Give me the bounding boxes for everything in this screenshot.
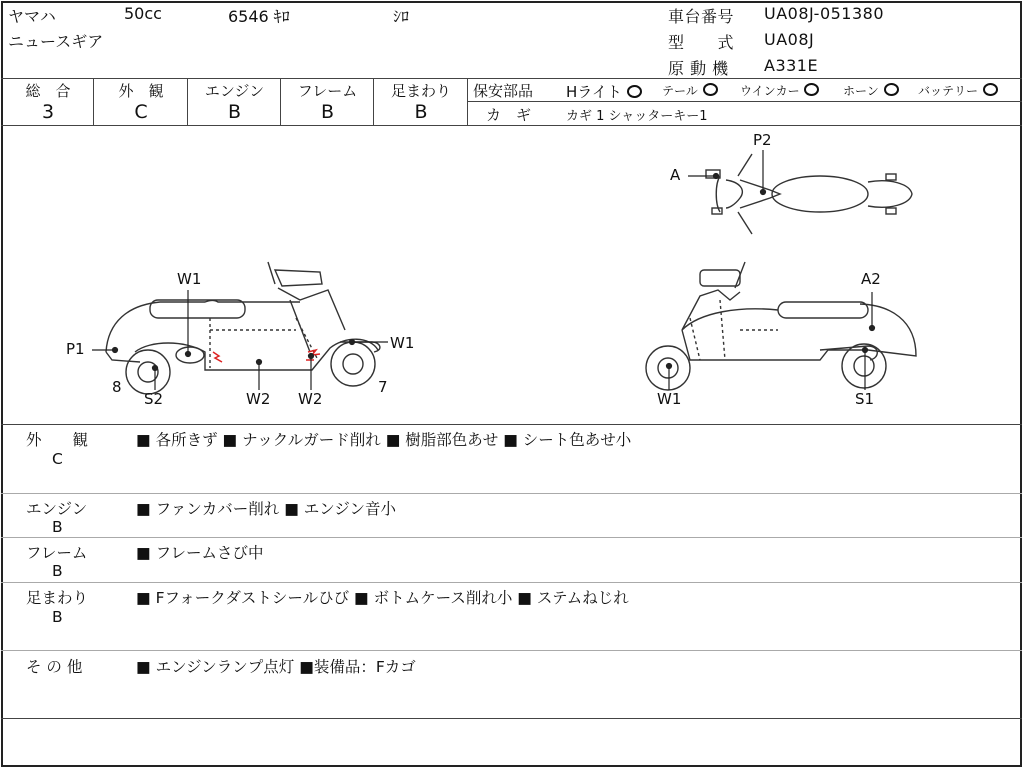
engine-code: A331E [764, 56, 819, 75]
note-text-frame: ■ フレームさび中 [136, 544, 264, 562]
frame-no: UA08J-051380 [764, 4, 885, 23]
grade-total-label: 総 合 [25, 82, 71, 100]
note-grade-engine: B [52, 518, 63, 536]
note-text-other: ■ エンジンランプ点灯 ■装備品：Fカゴ [136, 658, 416, 676]
engine-label: 原 動 機 [668, 59, 729, 78]
grade-engine-label: エンジン [204, 82, 265, 100]
displacement: 50cc [124, 4, 162, 23]
mileage: 6546 ｷﾛ [228, 7, 290, 26]
label-w1: W1 [657, 390, 682, 408]
label-a: A [670, 166, 681, 184]
label-p2: P2 [753, 131, 772, 149]
note-grade-suspension: B [52, 608, 63, 626]
grade-total-value: 3 [41, 101, 55, 123]
grade-exterior-label: 外 観 [118, 82, 164, 100]
scooter-left-view [106, 262, 380, 394]
grade-suspension-label: 足まわり [390, 82, 451, 100]
note-text-exterior: ■ 各所きず ■ ナックルガード削れ ■ 樹脂部色あせ ■ シート色あせ小 [136, 431, 632, 449]
label-7: 7 [378, 378, 388, 396]
note-text-suspension: ■ Fフォークダストシールひび ■ ボトムケース削れ小 ■ ステムねじれ [136, 589, 629, 607]
grade-suspension-value: B [414, 101, 428, 123]
key-label: カ ギ [486, 106, 532, 124]
note-category-engine: エンジン [26, 500, 88, 518]
divider [1, 537, 1022, 538]
model-code: UA08J [764, 30, 815, 49]
model-name: ニュースギア [8, 32, 104, 51]
label-w2-a: W2 [246, 390, 271, 408]
battery-label: バッテリー [918, 84, 979, 98]
divider [1, 718, 1022, 719]
damage-mark [213, 352, 222, 362]
note-category-frame: フレーム [26, 544, 88, 562]
color: ｼﾛ [393, 7, 410, 26]
note-grade-frame: B [52, 562, 63, 580]
label-s2: S2 [144, 390, 164, 408]
grade-engine-value: B [227, 101, 242, 123]
label-s1: S1 [855, 390, 875, 408]
note-category-suspension: 足まわり [26, 589, 89, 607]
label-a2: A2 [861, 270, 881, 288]
key-value: カギ 1 シャッターキー1 [566, 109, 708, 124]
label-p1: P1 [66, 340, 85, 358]
divider [1, 493, 1022, 494]
taillight-label: テール [662, 84, 698, 98]
maker: ヤマハ [8, 7, 56, 26]
grade-frame-value: B [320, 101, 335, 123]
horn-label: ホーン [843, 84, 879, 98]
label-8: 8 [112, 378, 122, 396]
divider [1, 424, 1022, 425]
divider [1, 582, 1022, 583]
safety-label: 保安部品 [473, 82, 534, 100]
label-w1-top: W1 [177, 270, 202, 288]
note-grade-exterior: C [52, 450, 63, 468]
headlight-label: Hライト [566, 83, 622, 101]
note-text-engine: ■ ファンカバー削れ ■ エンジン音小 [136, 500, 396, 518]
grade-frame-label: フレーム [297, 82, 358, 100]
scooter-top-view [706, 154, 912, 234]
note-category-other: そ の 他 [26, 658, 83, 676]
label-w2-b: W2 [298, 390, 323, 408]
note-category-exterior: 外 観 [26, 431, 89, 449]
winker-label: ウインカー [740, 84, 800, 98]
label-w1-right: W1 [390, 334, 415, 352]
divider [1, 650, 1022, 651]
frame-no-label: 車台番号 [668, 7, 735, 26]
model-label: 型 式 [668, 33, 735, 52]
grade-exterior-value: C [134, 101, 148, 123]
